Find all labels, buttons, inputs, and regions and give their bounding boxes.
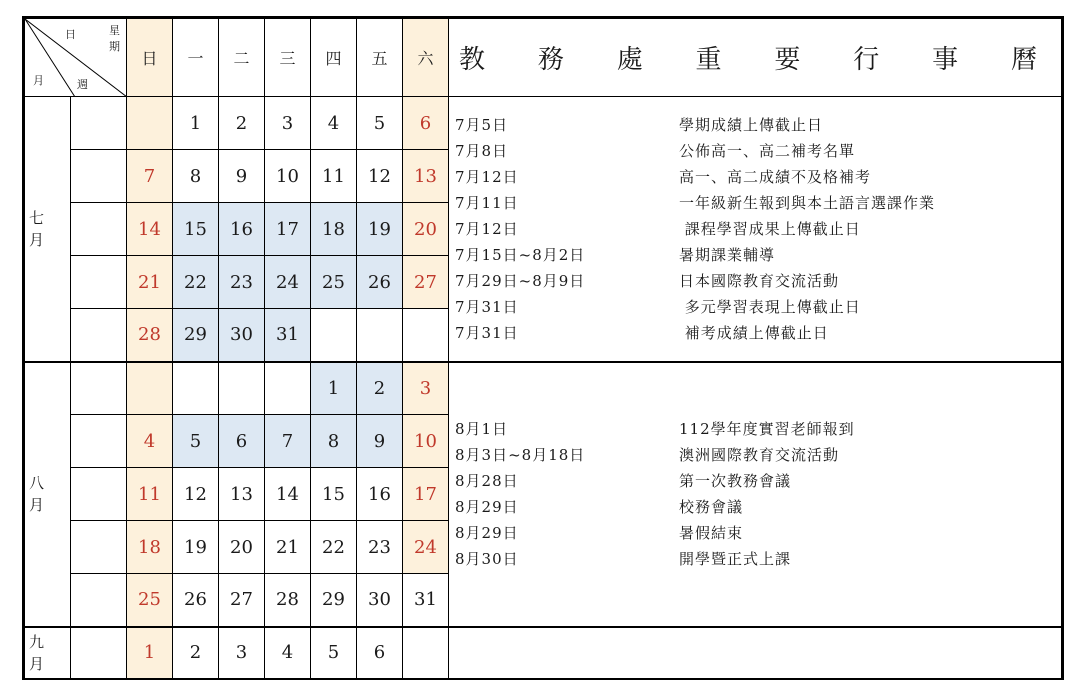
day-cell [127,97,173,150]
event-text: 高一、高二成績不及格補考 [679,167,872,186]
week-number-cell [71,256,127,309]
day-cell: 19 [357,203,403,256]
event-item [455,320,1061,346]
day-cell: 6 [219,415,265,468]
event-item [455,546,1061,572]
header-row [25,19,1062,97]
day-cell: 30 [357,574,403,627]
day-cell: 2 [219,97,265,150]
event-item [455,442,1061,468]
day-cell: 31 [403,574,449,627]
day-cell: 9 [219,150,265,203]
week-number-cell [71,468,127,521]
event-date: 7月12日 [455,167,519,186]
day-cell [311,309,357,362]
day-cell: 27 [219,574,265,627]
day-cell: 7 [127,150,173,203]
event-item [455,520,1061,546]
day-cell: 15 [311,468,357,521]
event-text: 多元學習表現上傳截止日 [679,297,861,316]
day-cell: 3 [403,362,449,415]
event-text: 課程學習成果上傳截止日 [679,219,861,238]
event-item [455,494,1061,520]
title-char: 處 [616,45,643,75]
title-char: 行 [853,45,880,75]
week-number-cell [71,150,127,203]
month-label-text: 九 月 [29,632,45,673]
event-date: 7月31日 [455,323,519,342]
event-item [455,216,1061,242]
week-number-cell [71,309,127,362]
day-cell: 17 [265,203,311,256]
weekday-header-wed: 三 [265,19,311,97]
corner-week-label-2: 期 [109,40,120,53]
event-item [455,112,1061,138]
week-number-cell [71,362,127,415]
day-cell: 1 [127,627,173,679]
weekday-header-fri: 五 [357,19,403,97]
day-cell: 21 [127,256,173,309]
week-number-cell [71,574,127,627]
day-cell [265,362,311,415]
day-cell: 2 [173,627,219,679]
title-char: 務 [537,45,564,75]
event-item [455,468,1061,494]
day-cell: 5 [173,415,219,468]
week-row [25,97,1062,150]
event-item [455,190,1061,216]
day-cell: 29 [311,574,357,627]
week-number-cell [71,415,127,468]
day-cell: 4 [311,97,357,150]
day-cell: 24 [403,521,449,574]
event-item [455,242,1061,268]
event-date: 8月3日~8月18日 [455,446,586,464]
day-cell: 21 [265,521,311,574]
event-date: 7月5日 [455,115,509,134]
week-number-cell [71,627,127,679]
day-cell: 4 [127,415,173,468]
day-cell: 10 [265,150,311,203]
event-item [455,416,1061,442]
title-char: 要 [774,45,801,75]
day-cell: 26 [357,256,403,309]
day-cell: 3 [265,97,311,150]
event-text: 學期成績上傳截止日 [679,115,824,134]
event-date: 7月29日~8月9日 [455,271,586,290]
day-cell: 8 [311,415,357,468]
events-july [449,97,1062,362]
title-char: 曆 [1010,45,1037,75]
day-cell [173,362,219,415]
day-cell: 27 [403,256,449,309]
corner-cell [25,19,127,97]
event-text: 第一次教務會議 [679,472,792,490]
event-date: 8月29日 [455,498,519,516]
event-text: 開學暨正式上課 [679,550,792,568]
day-cell: 26 [173,574,219,627]
calendar-frame [22,16,1064,680]
day-cell: 10 [403,415,449,468]
week-number-cell [71,97,127,150]
event-text: 日本國際教育交流活動 [679,271,840,290]
day-cell [403,309,449,362]
day-cell: 24 [265,256,311,309]
event-item [455,268,1061,294]
event-item [455,138,1061,164]
day-cell: 9 [357,415,403,468]
day-cell: 23 [357,521,403,574]
event-date: 7月15日~8月2日 [455,245,586,264]
corner-weekno-label: 週 [77,78,88,91]
weekday-header-sun: 日 [127,19,173,97]
page-title [449,19,1062,97]
day-cell: 25 [127,574,173,627]
day-cell: 14 [127,203,173,256]
events-september [449,627,1062,679]
event-text: 補考成績上傳截止日 [679,323,829,342]
week-number-cell [71,203,127,256]
day-cell [127,362,173,415]
corner-day-label: 日 [65,28,76,41]
day-cell: 20 [219,521,265,574]
day-cell: 18 [127,521,173,574]
weekday-header-thu: 四 [311,19,357,97]
day-cell: 5 [357,97,403,150]
corner-month-label: 月 [33,74,44,87]
event-text: 公佈高一、高二補考名單 [679,141,856,160]
day-cell: 16 [357,468,403,521]
event-text: 暑假結束 [679,524,744,542]
event-item [455,164,1061,190]
day-cell [357,309,403,362]
day-cell: 13 [403,150,449,203]
weekday-header-mon: 一 [173,19,219,97]
calendar-table [24,18,1062,679]
day-cell: 31 [265,309,311,362]
week-number-cell [71,521,127,574]
day-cell: 30 [219,309,265,362]
month-label-august [25,362,71,627]
event-date: 8月30日 [455,550,519,568]
events-august [449,362,1062,627]
event-date: 8月29日 [455,524,519,542]
day-cell: 23 [219,256,265,309]
corner-week-label-1: 星 [109,24,120,37]
day-cell: 1 [311,362,357,415]
day-cell: 12 [173,468,219,521]
event-text: 一年級新生報到與本土語言選課作業 [679,193,936,212]
day-cell: 14 [265,468,311,521]
event-date: 8月28日 [455,472,519,490]
day-cell: 18 [311,203,357,256]
day-cell: 29 [173,309,219,362]
day-cell: 19 [173,521,219,574]
month-label-text: 八 月 [29,474,45,514]
day-cell: 8 [173,150,219,203]
day-cell: 28 [265,574,311,627]
day-cell [219,362,265,415]
month-label-july [25,97,71,362]
month-label-september [25,627,71,679]
day-cell: 20 [403,203,449,256]
event-date: 7月12日 [455,219,519,238]
day-cell: 7 [265,415,311,468]
day-cell: 15 [173,203,219,256]
day-cell: 2 [357,362,403,415]
event-text: 校務會議 [679,498,744,516]
day-cell: 3 [219,627,265,679]
day-cell: 6 [357,627,403,679]
day-cell: 1 [173,97,219,150]
event-text: 暑期課業輔導 [679,245,776,264]
event-date: 7月11日 [455,193,519,212]
day-cell: 28 [127,309,173,362]
event-date: 7月8日 [455,141,509,160]
day-cell: 22 [311,521,357,574]
day-cell: 5 [311,627,357,679]
event-date: 8月1日 [455,420,509,438]
day-cell: 16 [219,203,265,256]
day-cell: 13 [219,468,265,521]
day-cell: 25 [311,256,357,309]
day-cell: 12 [357,150,403,203]
day-cell [403,627,449,679]
day-cell: 4 [265,627,311,679]
event-text: 112學年度實習老師報到 [679,420,855,438]
day-cell: 17 [403,468,449,521]
weekday-header-sat: 六 [403,19,449,97]
day-cell: 11 [311,150,357,203]
day-cell: 6 [403,97,449,150]
month-label-text: 七 月 [29,208,45,249]
event-item [455,294,1061,320]
title-char: 教 [459,45,486,75]
week-row [25,362,1062,415]
event-text: 澳洲國際教育交流活動 [679,446,840,464]
title-char: 事 [932,45,959,75]
week-row [25,627,1062,679]
day-cell: 11 [127,468,173,521]
weekday-header-tue: 二 [219,19,265,97]
title-char: 重 [695,45,722,75]
day-cell: 22 [173,256,219,309]
event-date: 7月31日 [455,297,519,316]
